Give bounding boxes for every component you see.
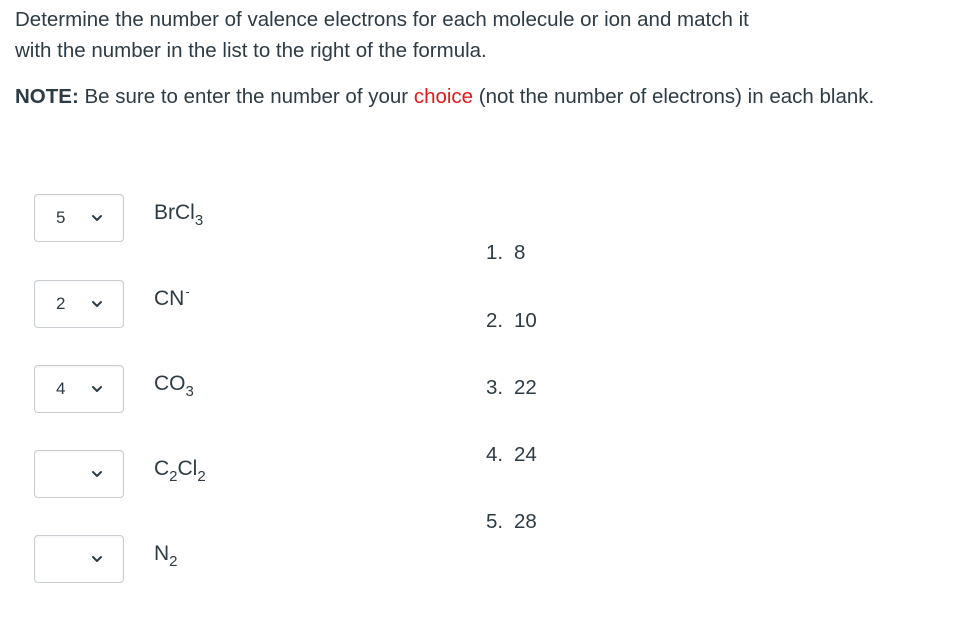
answer-select-2[interactable]: [34, 280, 124, 328]
formula-5-main: N: [154, 542, 170, 565]
note-choice-highlight: choice: [413, 85, 474, 108]
choice-item-5: [486, 509, 537, 535]
answer-select-1[interactable]: [34, 194, 124, 242]
choice-item-3: [486, 375, 537, 401]
chevron-down-icon: [91, 553, 103, 565]
chevron-down-icon: [91, 298, 103, 310]
formula-4: [154, 456, 206, 484]
formula-4-part-a: C: [154, 457, 170, 480]
instructions-line-2: with the number in the list to the right of the formula.: [15, 39, 487, 62]
answer-select-3[interactable]: [34, 365, 124, 413]
formula-1: [154, 200, 203, 228]
formula-2-superscript: -: [185, 284, 190, 299]
formula-3-main: CO: [154, 372, 186, 395]
choice-4-number: 4.: [486, 443, 504, 466]
choice-2-value: 10: [514, 309, 537, 332]
question-row-4: [34, 448, 206, 500]
choice-2-number: 2.: [486, 309, 504, 332]
formula-5-subscript: 2: [169, 553, 178, 570]
question-row-2: [34, 278, 190, 330]
formula-2: [154, 286, 190, 314]
answer-select-1-value: 5: [56, 208, 66, 227]
note-text-1: Be sure to enter the number of your: [78, 85, 414, 108]
chevron-down-icon: [91, 212, 103, 224]
instructions: [15, 4, 915, 66]
formula-1-main: BrCl: [154, 201, 195, 224]
choice-1-value: 8: [514, 241, 526, 264]
chevron-down-icon: [91, 468, 103, 480]
choice-5-value: 28: [514, 510, 537, 533]
formula-3-subscript: 3: [185, 383, 194, 400]
choice-item-1: [486, 240, 525, 266]
question-row-5: [34, 533, 178, 585]
chevron-down-icon: [91, 383, 103, 395]
formula-5: [154, 541, 178, 569]
note-text-2: (not the number of electrons) in each blank.: [473, 85, 875, 108]
choice-4-value: 24: [514, 443, 537, 466]
answer-select-2-value: 2: [56, 294, 66, 313]
formula-4-subscript-b: 2: [197, 468, 206, 485]
note: [15, 82, 915, 111]
note-label: NOTE:: [15, 85, 79, 108]
instructions-line-1: Determine the number of valence electrons for each molecule or ion and match it: [15, 8, 749, 31]
choice-1-number: 1.: [486, 241, 504, 264]
answer-select-4[interactable]: [34, 450, 124, 498]
formula-4-part-b: Cl: [177, 457, 198, 480]
formula-3: [154, 371, 194, 399]
answer-select-5[interactable]: [34, 535, 124, 583]
question-row-1: [34, 192, 204, 244]
answer-select-3-value: 4: [56, 379, 66, 398]
choice-item-2: [486, 308, 537, 334]
question-row-3: [34, 363, 194, 415]
formula-4-subscript-a: 2: [169, 468, 178, 485]
choice-5-number: 5.: [486, 510, 504, 533]
formula-2-main: CN: [154, 287, 185, 310]
choice-3-value: 22: [514, 376, 537, 399]
formula-1-subscript: 3: [194, 212, 204, 229]
choice-3-number: 3.: [486, 376, 504, 399]
choice-item-4: [486, 442, 537, 468]
